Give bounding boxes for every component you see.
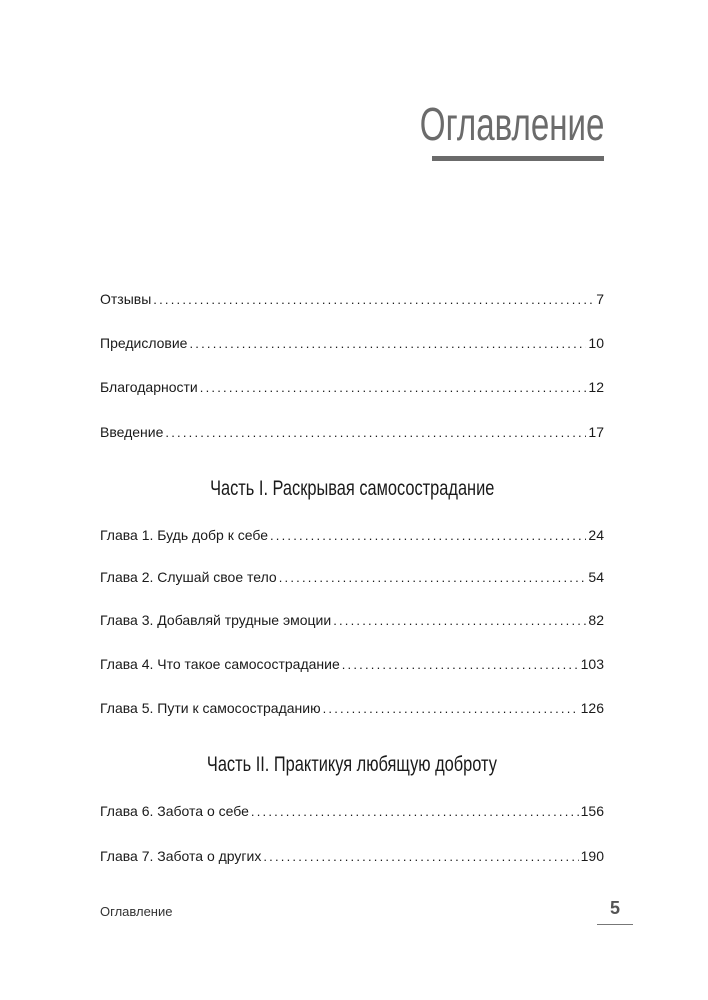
toc-entry-page: 10 <box>588 335 604 351</box>
page-number-rule <box>597 924 633 925</box>
toc-entry-chapter-1[interactable] <box>100 524 604 546</box>
toc-entry-label: Глава 3. Добавляй трудные эмоции <box>100 612 332 628</box>
toc-entry-reviews[interactable] <box>100 288 604 310</box>
toc-entry-chapter-7[interactable] <box>100 845 604 867</box>
toc-entry-label: Предисловие <box>100 335 188 351</box>
toc-entry-chapter-3[interactable] <box>100 609 604 631</box>
toc-entry-label: Глава 2. Слушай свое тело <box>100 569 277 585</box>
toc-entry-page: 103 <box>580 656 604 672</box>
part-heading-text: Часть I. Раскрывая самосострадание <box>209 477 495 500</box>
toc-entry-page: 24 <box>588 527 604 543</box>
title-underline <box>432 156 604 161</box>
toc-entry-page: 82 <box>588 612 604 628</box>
part-heading-1 <box>100 474 604 504</box>
toc-entry-chapter-2[interactable] <box>100 566 604 588</box>
toc-entry-label: Глава 5. Пути к самосостраданию <box>100 700 321 716</box>
dot-leader <box>251 801 579 822</box>
toc-entry-label: Глава 7. Забота о других <box>100 848 262 864</box>
toc-entry-label: Глава 4. Что такое самосострадание <box>100 656 340 672</box>
dot-leader <box>153 289 594 310</box>
toc-entry-chapter-6[interactable] <box>100 800 604 822</box>
toc-entry-page: 12 <box>588 379 604 395</box>
dot-leader <box>333 610 586 631</box>
toc-entry-page: 190 <box>580 848 604 864</box>
toc-entry-label: Глава 1. Будь добр к себе <box>100 527 268 543</box>
part-heading-2 <box>100 750 604 780</box>
toc-entry-page: 126 <box>580 700 604 716</box>
toc-entry-preface[interactable] <box>100 332 604 354</box>
toc-entry-page: 156 <box>580 803 604 819</box>
toc-entry-page: 17 <box>588 424 604 440</box>
dot-leader <box>165 422 586 443</box>
toc-entry-page: 7 <box>596 291 604 307</box>
toc-entry-label: Глава 6. Забота о себе <box>100 803 249 819</box>
dot-leader <box>270 525 586 546</box>
toc-entry-introduction[interactable] <box>100 421 604 443</box>
page-number: 5 <box>609 898 620 918</box>
dot-leader <box>189 333 586 354</box>
part-heading-text: Часть II. Практикуя любящую доброту <box>207 753 497 776</box>
dot-leader <box>263 846 578 867</box>
dot-leader <box>323 698 579 719</box>
toc-entry-label: Введение <box>100 424 164 440</box>
toc-entry-chapter-5[interactable] <box>100 697 604 719</box>
page-title: Оглавление <box>419 98 604 150</box>
toc-entry-chapter-4[interactable] <box>100 653 604 675</box>
dot-leader <box>200 377 587 398</box>
toc-entry-label: Отзывы <box>100 291 152 307</box>
running-footer-label: Оглавление <box>100 904 173 919</box>
toc-entry-page: 54 <box>588 569 604 585</box>
dot-leader <box>342 654 579 675</box>
toc-entry-label: Благодарности <box>100 379 198 395</box>
toc-entry-acknowledgements[interactable] <box>100 376 604 398</box>
dot-leader <box>279 567 587 588</box>
